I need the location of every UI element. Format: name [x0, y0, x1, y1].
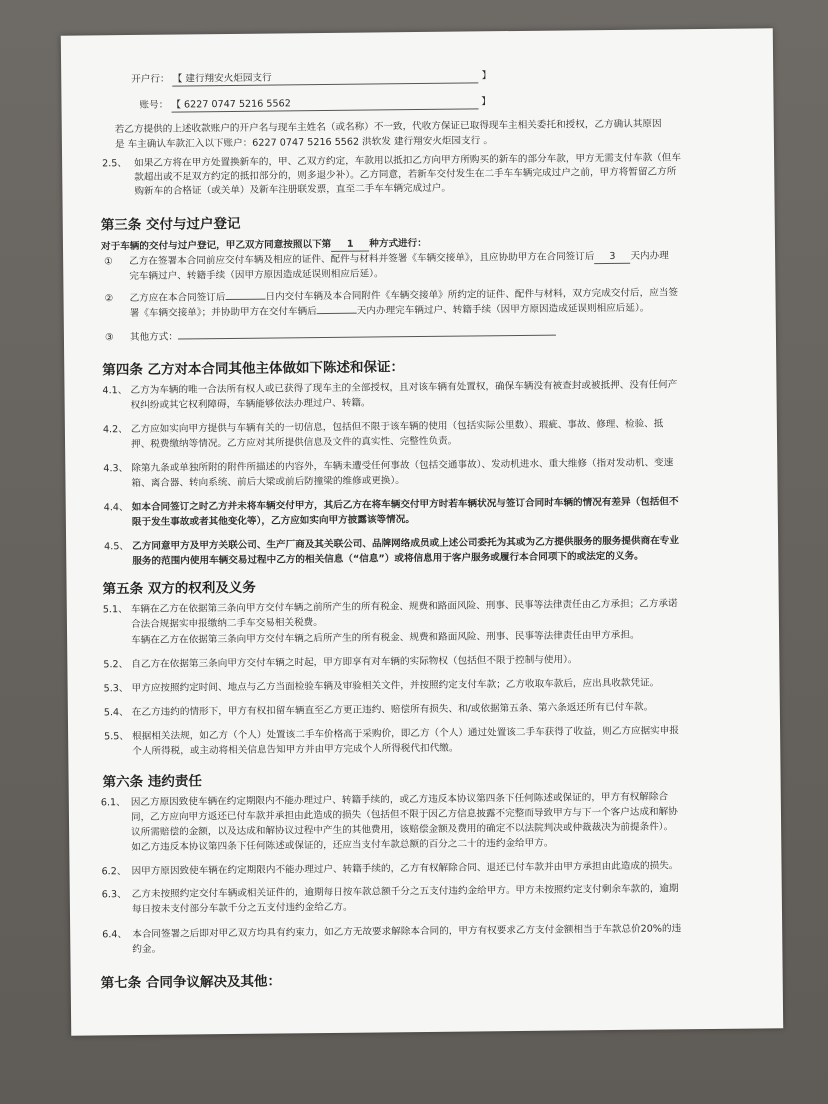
clause-4-1-line2: 权纠纷或其它权利障碍，车辆能够依法办理过户、转籍。 [130, 397, 371, 412]
option-3-number: ③ [104, 332, 114, 344]
option-2-days-field [225, 299, 265, 300]
section-3-intro: 对于车辆的交付与过户登记，甲乙双方同意按照以下第 1 种方式进行： [100, 237, 427, 253]
clause-6-3-line1: 乙方未按照约定交付车辆或相关证件的，逾期每日按车款总额千分之五支付违约金给甲方。甲方未按照约定支付剩余车款的，逾期 [131, 883, 679, 901]
bank-note-line2: 是 车主确认车款汇入以下账户：6227 0747 5216 5562 洪软发 建行翔安火炬园支行 。 [114, 135, 494, 151]
clause-6-1-line3: 议所需赔偿的金额，以及达成和解协议过程中产生的其他费用，该赔偿金额及费用的确定不以法院判决或仲裁裁决为前提条件）。 [131, 821, 674, 839]
clause-4-4-line2: 限于发生事故或者其他变化等），乙方应如实向甲方披露该等情况。 [131, 514, 415, 529]
clause-5-2-line1: 自乙方在依据第三条向甲方交付车辆之时起，甲方即享有对车辆的实际物权（包括但不限于控制与使用）。 [131, 654, 578, 671]
clause-2-5-line2: 款超出或不足双方约定的抵扣部分的，则多退少补）。乙方同意，若新车交付发生在二手车车辆完成过户之前，甲方将暂留乙方所 [134, 166, 677, 183]
bank-note-line1: 若乙方提供的上述收款账户的开户名与现车主姓名（或名称）不一致，代收方保证已取得现车主相关委托和授权，乙方确认其原因 [114, 118, 662, 136]
clause-4-5-line2: 服务的范围内使用车辆交易过程中乙方的相关信息（“信息”）或将信息用于客户服务或履行本合同项下的或法定的义务。 [132, 550, 644, 568]
clause-5-1-line3: 车辆在乙方在依据第三条向甲方交付车辆之后所产生的所有税金、规费和路面风险、刑事、民事等法律责任由甲方承担。 [131, 629, 640, 647]
clause-6-1-line2: 同，乙方应向甲方返还已付车款并承担由此造成的损失（包括但不限于因乙方信息披露不完整而导致甲方与下一个客户达成和解协 [130, 806, 678, 824]
clause-6-4-line2: 约金。 [132, 943, 162, 956]
clause-4-1-number: 4.1、 [102, 385, 128, 397]
clause-6-4-line1: 本合同签署之后即对甲乙双方均具有约束力，如乙方无故要求解除本合同的，甲方有权要求乙方支付金额相当于车款总价20%的违 [132, 923, 682, 941]
clause-6-2-number: 6.2、 [101, 866, 127, 878]
option-1-days-field: 3 [594, 250, 630, 264]
section-5-title: 第五条 双方的权利及义务 [102, 579, 256, 598]
clause-4-3-line2: 箱、离合器、转向系统、前后大梁或前后防撞梁的维修或更换）。 [131, 475, 405, 490]
option-1-line2: 完车辆过户、转籍手续（因甲方原因造成延误则相应后延）。 [129, 268, 384, 283]
clause-5-5-line1: 根据相关法规，如乙方（个人）处置该二手车价格高于采购价，即乙方（个人）通过处置该二手车获得了收益，则乙方应据实申报 [132, 725, 679, 743]
contract-page [61, 28, 783, 1035]
clause-5-1-line1: 车辆在乙方在依据第三条向甲方交付车辆之前所产生的所有税金、规费和路面风险、刑事、民事等法律责任由乙方承担；乙方承诺 [130, 598, 678, 616]
option-1-line1: 乙方在签署本合同前应交付车辆及相应的证件、配件与材料并签署《车辆交接单》，且应协助甲方在合同签订后 3 天内办理 [129, 250, 669, 268]
clause-2-5-line1: 如果乙方将在甲方处置换新车的，甲、乙双方约定，车款用以抵扣乙方向甲方所购买的新车的部分车款，甲方无需支付车款（但车 [134, 152, 681, 169]
option-1-number: ① [104, 256, 113, 268]
section-7-title: 第七条 合同争议解决及其他： [100, 973, 281, 992]
clause-5-1-line2: 合法合规据实申报缴纳二手车交易相关税费。 [130, 617, 323, 631]
clause-4-4-number: 4.4、 [103, 502, 129, 514]
clause-2-5-number: 2.5、 [102, 158, 128, 170]
clause-6-4-number: 6.4、 [102, 929, 128, 941]
clause-4-5-line1: 乙方同意甲方及甲方关联公司、生产厂商及其关联公司、品牌网络成员或上述公司委托为其或为乙方提供服务的服务提供商在专业 [132, 535, 680, 553]
option-2-line1: 乙方应在本合同签订后 日内交付车辆及本合同附件《车辆交接单》所约定的证件、配件与材料，双方完成交付后，应当签 [129, 287, 679, 305]
section-3-title: 第三条 交付与过户登记 [100, 215, 241, 234]
clause-4-1-line1: 乙方为车辆的唯一合法所有权人或已获得了现车主的全部授权，且对该车辆有处置权，确保车辆没有被查封或被抵押、没有任何产 [130, 379, 678, 397]
delivery-method-field: 1 [331, 238, 369, 252]
clause-4-2-line1: 乙方应如实向甲方提供与车辆有关的一切信息，包括但不限于该车辆的使用（包括实际公里数）、瑕疵、事故、修理、检验、抵 [130, 418, 664, 436]
clause-4-3-number: 4.3、 [103, 463, 129, 475]
clause-4-2-line2: 押、税费缴纳等情况。乙方应对其所提供信息及文件的真实性、完整性负责。 [131, 435, 458, 451]
clause-4-3-line1: 除第九条或单独所附的附件所描述的内容外，车辆未遭受任何事故（包括交通事故）、发动机进水、重大维修（指对发动机、变速 [131, 457, 674, 475]
clause-4-2-number: 4.2、 [102, 424, 128, 436]
clause-6-1-line1: 因乙方原因致使车辆在约定期限内不能办理过户、转籍手续的，或乙方违反本协议第四条下任何陈述或保证的，甲方有权解除合 [130, 791, 669, 809]
clause-5-5-number: 5.5、 [104, 731, 130, 743]
option-2-number: ② [104, 293, 114, 305]
clause-6-3-line2: 每日按未支付部分车款千分之五支付违约金给乙方。 [131, 901, 353, 916]
clause-5-5-line2: 个人所得税，或主动将相关信息告知甲方并由甲方完成个人所得税代扣代缴。 [132, 742, 459, 758]
clause-6-1-line4: 如乙方违反本协议第四条下任何陈述或保证的，还应当支付车款总额的百分之二十的违约金给甲方。 [131, 837, 554, 854]
option-2-transfer-days-field [317, 313, 357, 314]
section-6-title: 第六条 违约责任 [102, 773, 202, 791]
clause-5-2-number: 5.2、 [103, 659, 129, 671]
bank-account-field: 【 6227 0747 5216 5562 [171, 95, 478, 112]
clause-5-3-number: 5.3、 [103, 683, 129, 695]
clause-5-4-line1: 在乙方违约的情形下，甲方有权扣留车辆直至乙方更正违约、赔偿所有损失、和/或依据第五条、第六条返还所有已付车款。 [131, 701, 654, 719]
option-3-line: 其他方式： [130, 327, 556, 344]
clause-6-3-number: 6.3、 [101, 889, 127, 901]
option-2-line2: 署《车辆交接单》；并协助甲方在交付车辆后 天内办理完车辆过户、转籍手续（因甲方原因造成延误则相应后延）。 [129, 302, 650, 320]
clause-2-5-line3: 购新车的合格证（或关单）及新车注册联发票，直至二手车车辆完成过户。 [134, 182, 452, 197]
clause-4-5-number: 4.5、 [104, 541, 130, 553]
option-3-field [178, 335, 556, 340]
clause-6-1-number: 6.1、 [100, 797, 126, 809]
section-4-title: 第四条 乙方对本合同其他主体做如下陈述和保证： [102, 359, 405, 379]
bank-branch-row: 开户行： 【 建行翔安火炬园支行 】 [131, 70, 492, 86]
clause-5-3-line1: 甲方应按照约定时间、地点与乙方当面检验车辆及审验相关文件，并按照约定支付车款；乙方收取车款后，应出具收款凭证。 [131, 677, 660, 695]
clause-6-2-line1: 因甲方原因致使车辆在约定期限内不能办理过户、转籍手续的，乙方有权解除合同、退还已付车款并由甲方承担由此造成的损失。 [131, 860, 679, 878]
clause-5-1-number: 5.1、 [102, 604, 128, 616]
bank-branch-field: 【 建行翔安火炬园支行 [173, 69, 479, 86]
clause-5-4-number: 5.4、 [103, 707, 129, 719]
bank-account-row: 账号： 【 6227 0747 5216 5562 】 [139, 96, 492, 111]
clause-4-4-line1: 如本合同签订之时乙方并未将车辆交付甲方，其后乙方在将车辆交付甲方时若车辆状况与签订合同时车辆的情况有差异（包括但不 [131, 496, 679, 514]
